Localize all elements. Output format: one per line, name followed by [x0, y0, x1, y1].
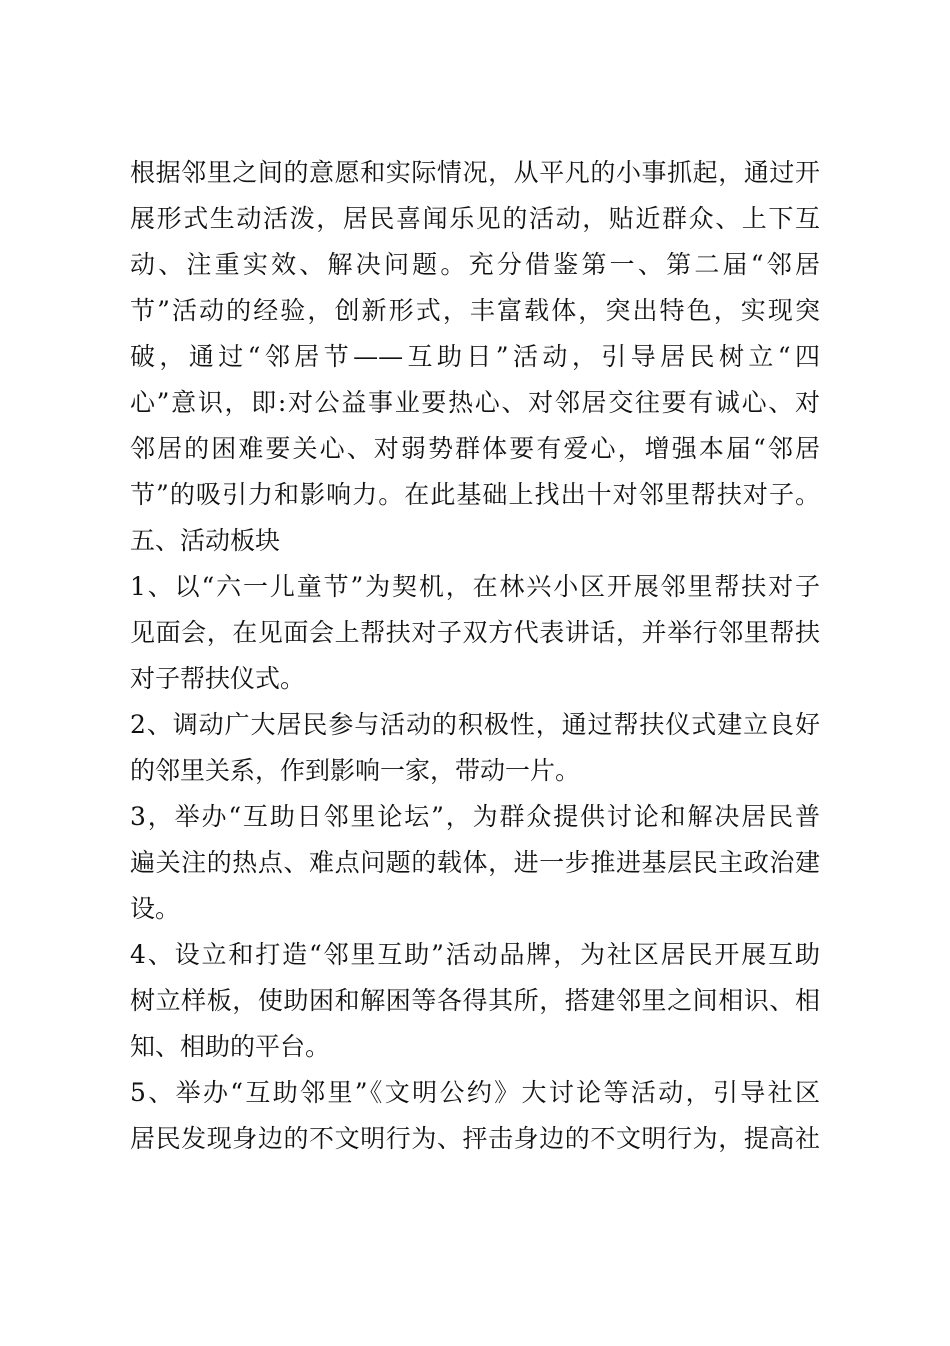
- text-line-15: 3，举办“互助日邻里论坛”，为群众提供讨论和解决居民普: [130, 802, 820, 831]
- text-line-11: 见面会，在见面会上帮扶对子双方代表讲话，并举行邻里帮扶: [130, 618, 820, 647]
- text-line-7: 邻居的困难要关心、对弱势群体要有爱心，增强本届“邻居: [130, 434, 820, 463]
- text-line-4: 节”活动的经验，创新形式，丰富载体，突出特色，实现突: [130, 296, 820, 325]
- document-body: [130, 150, 820, 1162]
- text-line-20: 知、相助的平台。: [130, 1032, 331, 1061]
- text-line-21: 5、举办“互助邻里”《文明公约》大讨论等活动，引导社区: [130, 1078, 820, 1107]
- text-line-12: 对子帮扶仪式。: [130, 664, 306, 693]
- text-line-8: 节”的吸引力和影响力。在此基础上找出十对邻里帮扶对子。: [130, 480, 820, 509]
- text-line-16: 遍关注的热点、难点问题的载体，进一步推进基层民主政治建: [130, 848, 820, 877]
- text-line-13: 2、调动广大居民参与活动的积极性，通过帮扶仪式建立良好: [130, 710, 820, 739]
- text-line-10: 1、以“六一儿童节”为契机，在林兴小区开展邻里帮扶对子: [130, 572, 820, 601]
- text-line-1: 根据邻里之间的意愿和实际情况，从平凡的小事抓起，通过开: [130, 158, 820, 187]
- text-line-14: 的邻里关系，作到影响一家，带动一片。: [130, 756, 581, 785]
- text-line-18: 4、设立和打造“邻里互助”活动品牌，为社区居民开展互助: [130, 940, 820, 969]
- text-line-3: 动、注重实效、解决问题。充分借鉴第一、第二届“邻居: [130, 250, 820, 279]
- text-line-6: 心”意识，即:对公益事业要热心、对邻居交往要有诚心、对: [130, 388, 820, 417]
- text-line-5: 破，通过“邻居节——互助日”活动，引导居民树立“四: [130, 342, 820, 371]
- text-line-2: 展形式生动活泼，居民喜闻乐见的活动，贴近群众、上下互: [130, 204, 820, 233]
- text-line-22: 居民发现身边的不文明行为、抨击身边的不文明行为，提高社: [130, 1124, 820, 1153]
- text-line-17: 设。: [130, 894, 181, 923]
- section-heading: 五、活动板块: [130, 526, 281, 555]
- text-line-19: 树立样板，使助困和解困等各得其所，搭建邻里之间相识、相: [130, 986, 820, 1015]
